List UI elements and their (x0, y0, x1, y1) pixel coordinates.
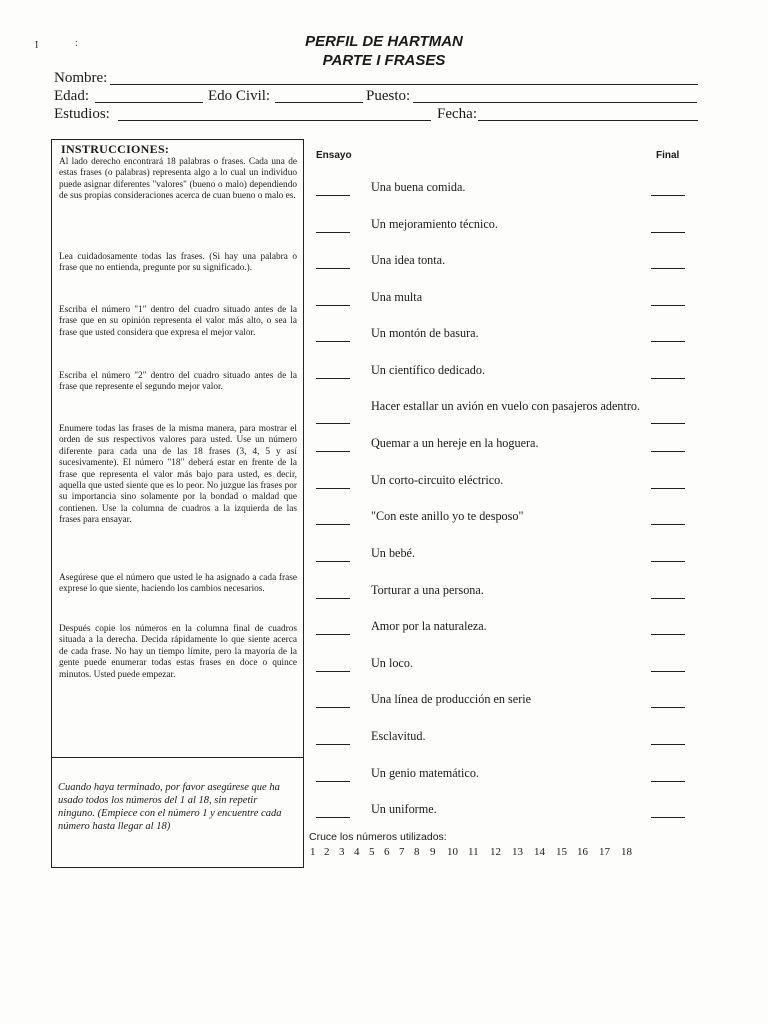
number-1[interactable]: 1 (310, 846, 316, 858)
number-4[interactable]: 4 (354, 846, 360, 858)
instructions-box (51, 139, 304, 868)
number-16[interactable]: 16 (577, 846, 588, 858)
final-blank-8[interactable] (651, 451, 685, 452)
ensayo-blank-15[interactable] (316, 707, 350, 708)
phrase-text: Esclavitud. (371, 729, 426, 743)
final-blank-11[interactable] (651, 561, 685, 562)
number-2[interactable]: 2 (324, 846, 330, 858)
ensayo-blank-11[interactable] (316, 561, 350, 562)
phrase-text: Una línea de producción en serie (371, 692, 532, 706)
final-blank-17[interactable] (651, 781, 685, 782)
phrase-text: Un loco. (371, 656, 413, 670)
phrase-text: Un científico dedicado. (371, 363, 486, 377)
final-blank-5[interactable] (651, 341, 685, 342)
ensayo-blank-14[interactable] (316, 671, 350, 672)
phrase-text: Un montón de basura. (371, 326, 479, 340)
ensayo-blank-9[interactable] (316, 488, 350, 489)
nombre-field[interactable] (110, 84, 698, 85)
number-6[interactable]: 6 (384, 846, 390, 858)
phrase-text: Amor por la naturaleza. (371, 619, 487, 633)
phrase-text: Un genio matemático. (371, 766, 479, 780)
ensayo-blank-3[interactable] (316, 268, 350, 269)
margin-mark: : (75, 38, 78, 49)
final-blank-10[interactable] (651, 524, 685, 525)
fecha-label: Fecha: (437, 106, 477, 122)
final-blank-6[interactable] (651, 378, 685, 379)
final-blank-13[interactable] (651, 634, 685, 635)
ensayo-blank-18[interactable] (316, 817, 350, 818)
page-subtitle: PARTE I FRASES (322, 52, 446, 69)
ensayo-blank-7[interactable] (316, 423, 350, 424)
ensayo-blank-16[interactable] (316, 744, 350, 745)
edo-civil-field[interactable] (275, 102, 363, 103)
ensayo-blank-12[interactable] (316, 598, 350, 599)
final-blank-16[interactable] (651, 744, 685, 745)
number-7[interactable]: 7 (399, 846, 405, 858)
puesto-label: Puesto: (366, 88, 411, 104)
ensayo-blank-10[interactable] (316, 524, 350, 525)
ensayo-blank-5[interactable] (316, 341, 350, 342)
final-blank-12[interactable] (651, 598, 685, 599)
final-blank-18[interactable] (651, 817, 685, 818)
phrase-text: "Con este anillo yo te desposo" (371, 509, 524, 523)
final-blank-1[interactable] (651, 195, 685, 196)
final-blank-9[interactable] (651, 488, 685, 489)
final-blank-15[interactable] (651, 707, 685, 708)
number-8[interactable]: 8 (414, 846, 420, 858)
phrase-text: Torturar a una persona. (371, 583, 484, 597)
instruction-paragraph: Lea cuidadosamente todas las frases. (Si hay una palabra o frase que no entienda, pregunte por su significado.). (59, 252, 297, 274)
final-blank-14[interactable] (651, 671, 685, 672)
phrase-text: Un corto-circuito eléctrico. (371, 473, 504, 487)
final-blank-7[interactable] (651, 423, 685, 424)
instruction-paragraph: Escriba el número "1" dentro del cuadro situado antes de la frase que en su opinión representa el valor más alto, o sea la frase que usted considera que expresa el mejor valor. (59, 305, 297, 338)
ensayo-blank-2[interactable] (316, 232, 350, 233)
final-column-header: Final (656, 150, 680, 161)
number-13[interactable]: 13 (512, 846, 523, 858)
ensayo-blank-4[interactable] (316, 305, 350, 306)
nombre-label: Nombre: (54, 70, 108, 86)
number-18[interactable]: 18 (621, 846, 632, 858)
phrase-text: Hacer estallar un avión en vuelo con pasajeros adentro. (371, 399, 641, 413)
edad-label: Edad: (54, 88, 89, 104)
phrase-text: Un bebé. (371, 546, 415, 560)
phrase-text: Una multa (371, 290, 423, 304)
number-10[interactable]: 10 (447, 846, 458, 858)
phrase-text: Una buena comida. (371, 180, 466, 194)
edad-field[interactable] (95, 102, 203, 103)
number-3[interactable]: 3 (339, 846, 345, 858)
final-blank-3[interactable] (651, 268, 685, 269)
phrase-text: Quemar a un hereje en la hoguera. (371, 436, 539, 450)
ensayo-blank-1[interactable] (316, 195, 350, 196)
number-15[interactable]: 15 (556, 846, 567, 858)
edo-civil-label: Edo Civil: (208, 88, 271, 104)
instructions-title: INSTRUCCIONES: (61, 142, 170, 156)
number-9[interactable]: 9 (430, 846, 436, 858)
fecha-field[interactable] (478, 120, 698, 121)
ensayo-blank-17[interactable] (316, 781, 350, 782)
number-12[interactable]: 12 (490, 846, 501, 858)
phrase-text: Una idea tonta. (371, 253, 446, 267)
number-5[interactable]: 5 (369, 846, 375, 858)
instruction-paragraph: Asegúrese que el número que usted le ha asignado a cada frase exprese lo que siente, haciendo los cambios necesarios. (59, 573, 297, 595)
page-title: PERFIL DE HARTMAN (305, 33, 463, 50)
ensayo-blank-6[interactable] (316, 378, 350, 379)
cruce-label: Cruce los números utilizados: (309, 831, 447, 843)
puesto-field[interactable] (413, 102, 697, 103)
phrase-text: Un uniforme. (371, 802, 437, 816)
estudios-label: Estudios: (54, 106, 110, 122)
instruction-paragraph: Después copie los números en la columna final de cuadros situada a la derecha. Decida rápidamente lo que siente acerca de cada frase. No hay un tiempo límite, pero la mayoría de la gente puede enumerar todas estas frases en doce o quince minutos. Usted puede empezar. (59, 624, 297, 680)
number-11[interactable]: 11 (468, 846, 479, 858)
instruction-paragraph: Escriba el número "2" dentro del cuadro situado antes de la frase que represente el segundo mejor valor. (59, 371, 297, 393)
ensayo-column-header: Ensayo (316, 150, 352, 161)
margin-mark: I (35, 40, 39, 51)
number-17[interactable]: 17 (599, 846, 610, 858)
divider (52, 757, 303, 758)
instruction-paragraph: Al lado derecho encontrará 18 palabras o frases. Cada una de estas frases (o palabras) representa algo a lo cual un individuo puede asignar diferentes "valores" (bueno o malo) dependiendo de sus propias consideraciones acerca de cuan bueno o malo es. (59, 157, 297, 202)
ensayo-blank-13[interactable] (316, 634, 350, 635)
instruction-paragraph: Enumere todas las frases de la misma manera, para mostrar el orden de sus respectivos valores para usted. Use un número diferente para cada una de las 18 frases (3, 4, 5 y así sucesivamente). El número "18" deberá estar en frente de la frase que representa el valor más bajo para usted, es decir, aquella que usted siente que es lo peor. No juzgue las frases por su importancia sino solamente por la bondad o maldad que contienen. Use la columna de cuadros a la izquierda de las frases para ensayar. (59, 424, 297, 526)
phrase-text: Un mejoramiento técnico. (371, 217, 498, 231)
estudios-field[interactable] (118, 120, 431, 121)
number-14[interactable]: 14 (534, 846, 545, 858)
final-note: Cuando haya terminado, por favor asegúrese que ha usado todos los números del 1 al 18, sin repetir ninguno. (Empiece con el número 1 y encuentre cada número hasta llegar al 18) (58, 782, 282, 832)
final-blank-2[interactable] (651, 232, 685, 233)
final-blank-4[interactable] (651, 305, 685, 306)
ensayo-blank-8[interactable] (316, 451, 350, 452)
